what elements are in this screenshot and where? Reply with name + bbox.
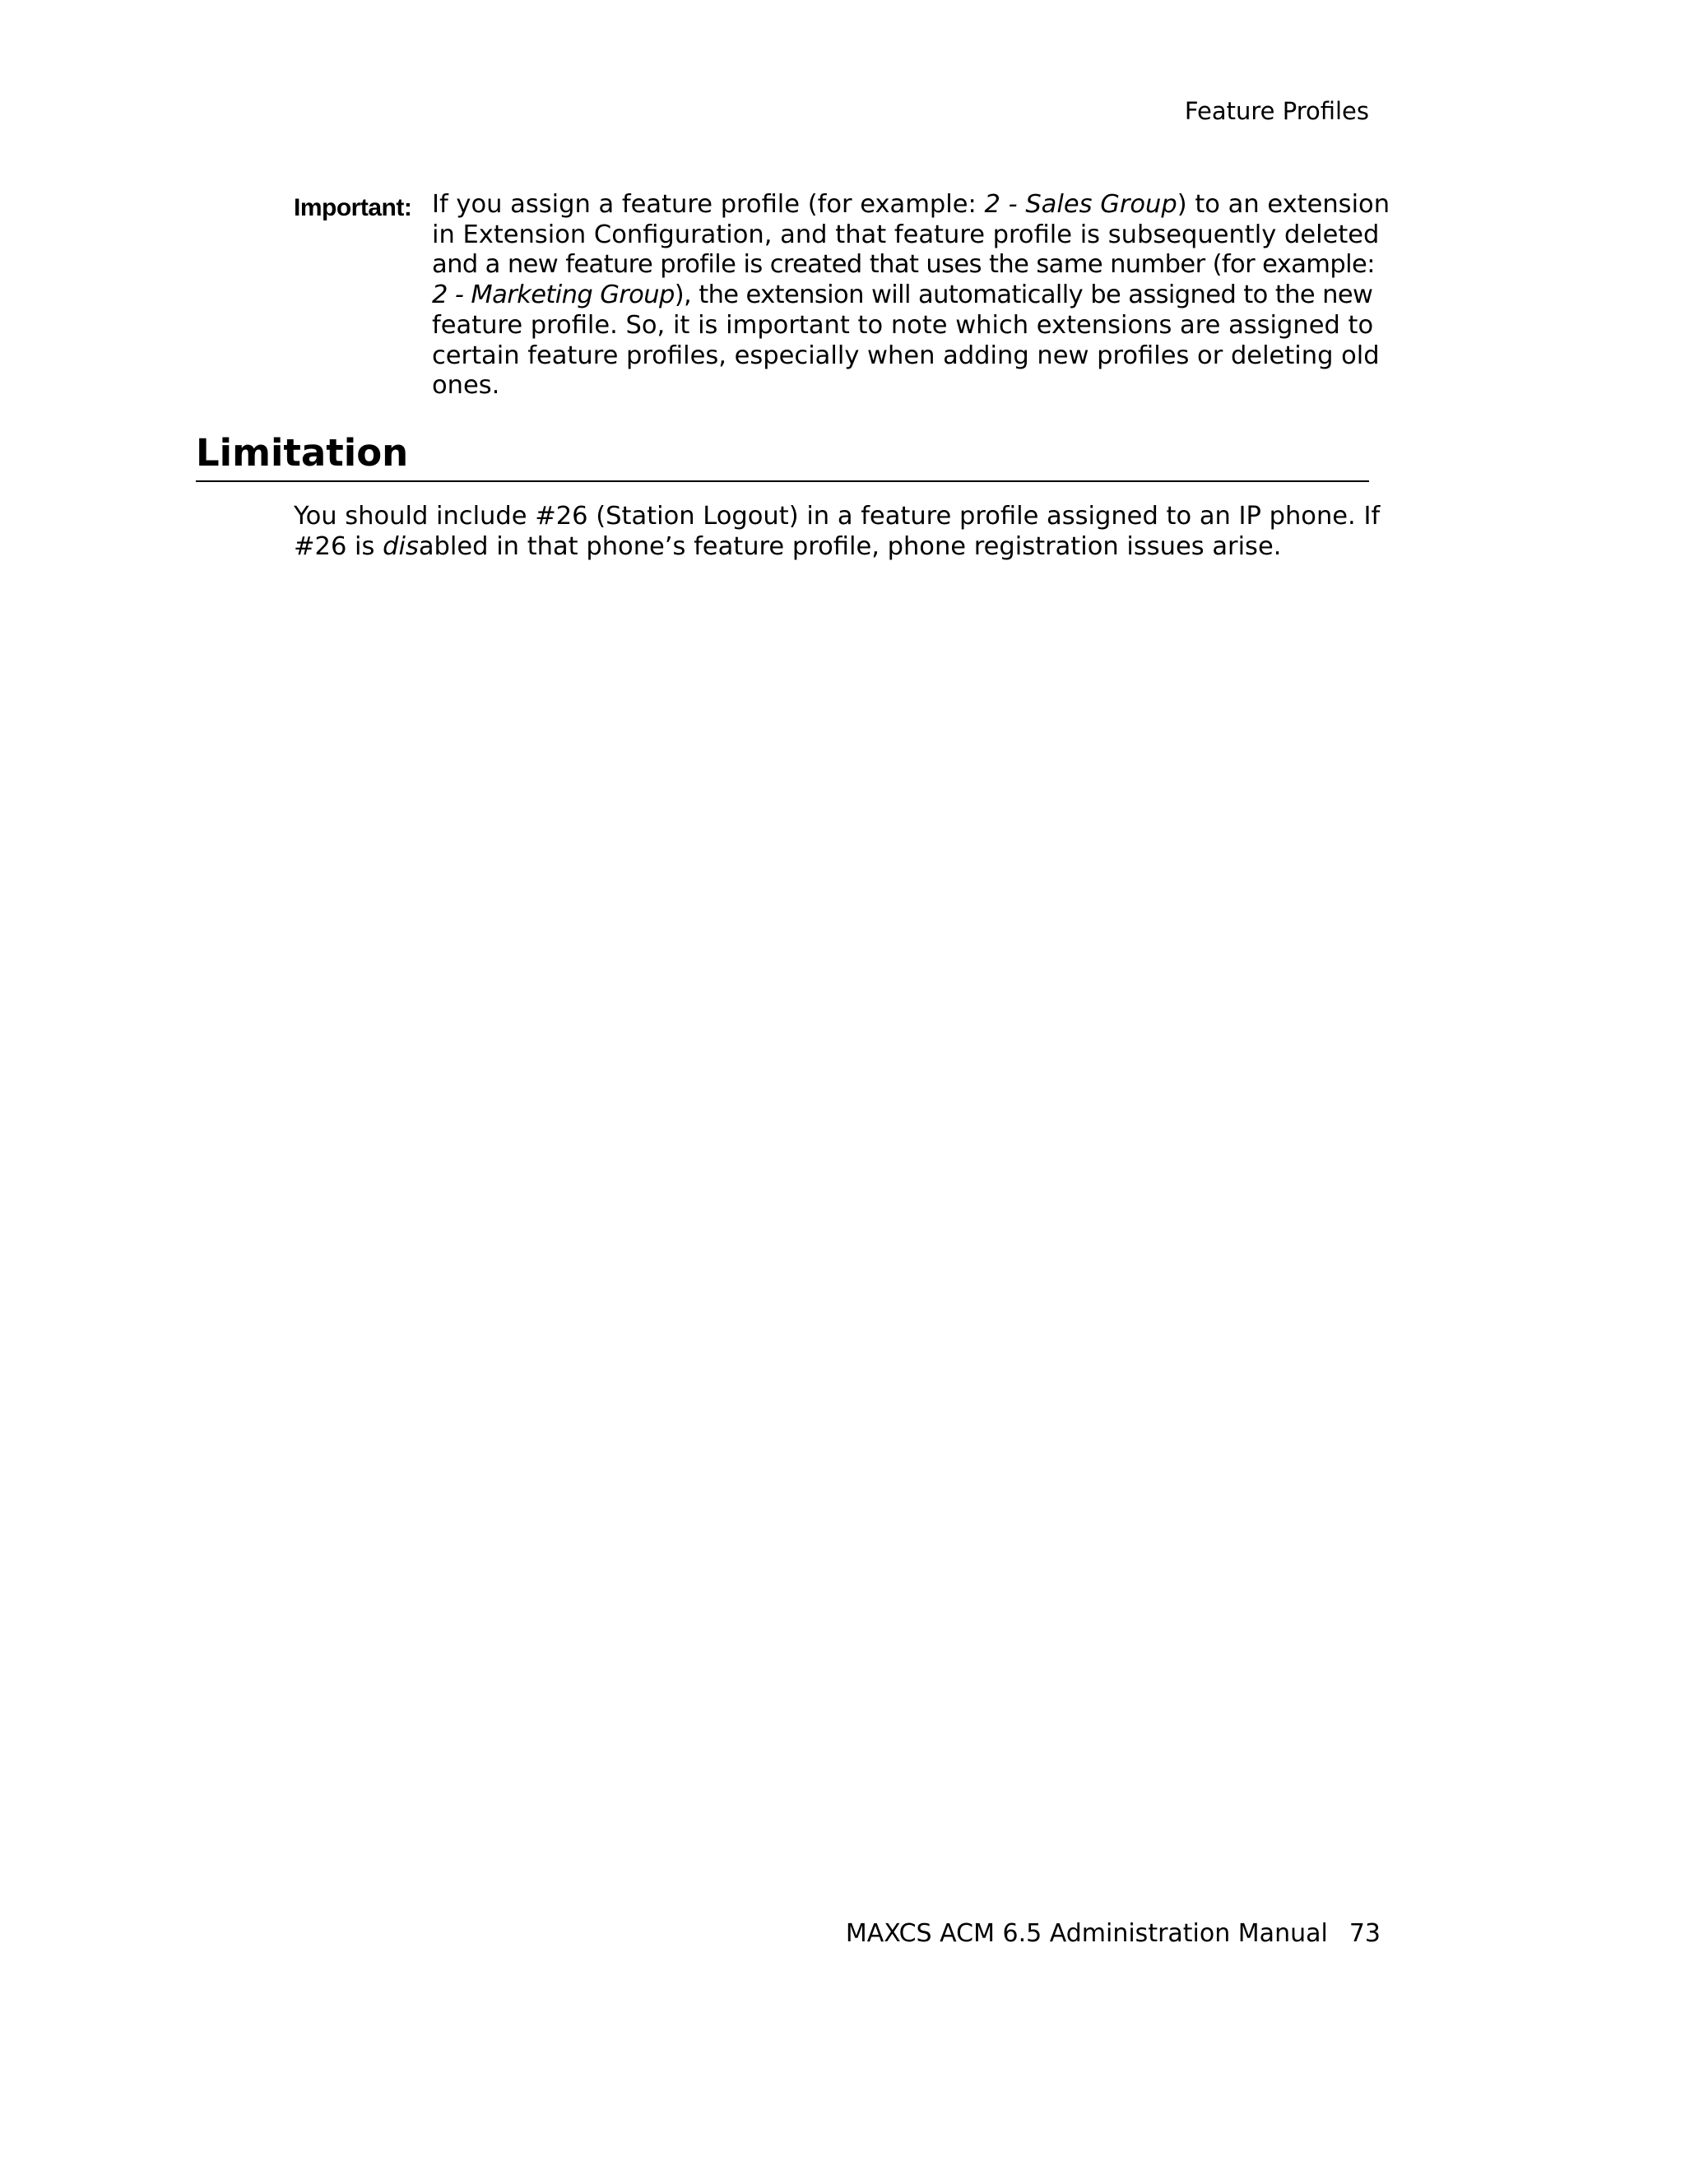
note-line: certain feature profiles, especially when adding new profiles or deleting old [432,341,1380,370]
section-divider [196,480,1369,482]
note-line: in Extension Configuration, and that feature profile is subsequently deleted [432,220,1380,249]
important-note [294,190,1390,401]
paragraph-line: You should include #26 (Station Logout) in a feature profile assigned to an IP phone. If [294,502,1381,531]
note-line: feature profile. So, it is important to note which extensions are assigned to [432,310,1374,340]
note-line: and a new feature profile is created that uses the same number (for example: [432,250,1375,280]
running-header: Feature Profiles [1184,97,1369,125]
note-label: Important: [294,194,412,221]
paragraph-line: #26 is disabled in that phone’s feature profile, phone registration issues arise. [294,531,1282,561]
note-line: 2 - Marketing Group), the extension will automatically be assigned to the new [432,281,1373,310]
limitation-paragraph [294,502,1380,562]
manual-title: MAXCS ACM 6.5 Administration Manual [845,1919,1328,1948]
note-body [432,190,1390,401]
note-line: ones. [432,371,500,401]
page-number: 73 [1348,1919,1381,1948]
running-footer [846,1919,1381,1949]
section-heading: Limitation [196,431,409,475]
note-line: If you assign a feature profile (for example: 2 - Sales Group) to an extension [432,190,1390,219]
